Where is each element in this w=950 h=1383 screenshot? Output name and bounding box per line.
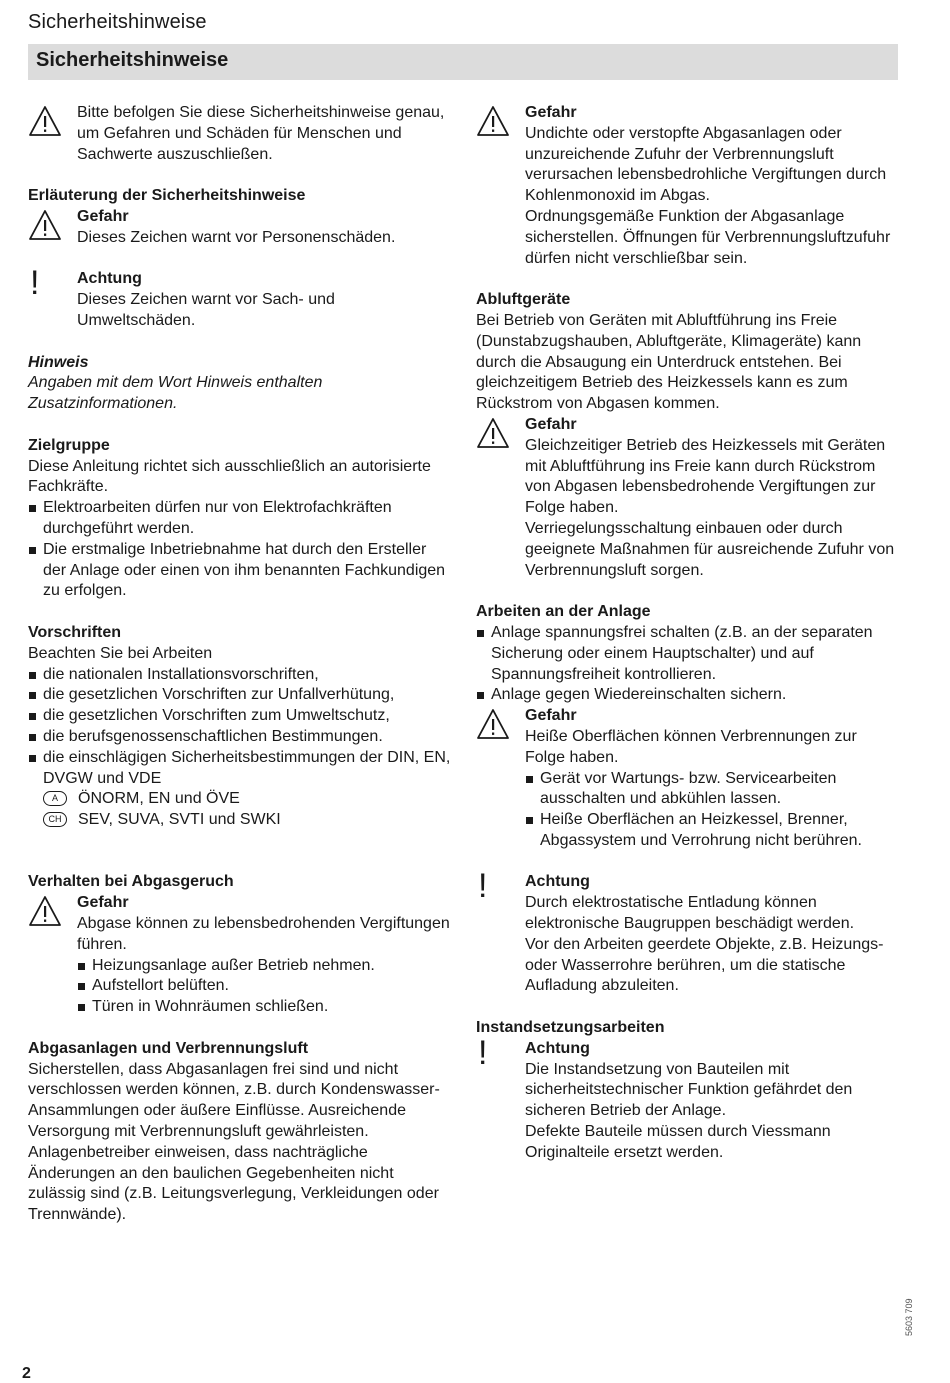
vorschriften-list	[28, 665, 453, 790]
heading-abluftgeraete: Abluftgeräte	[476, 291, 571, 309]
country-badge-a: A	[43, 791, 67, 806]
section-title: Sicherheitshinweise	[36, 49, 229, 71]
abgas-list	[77, 956, 453, 1018]
list-item: Heiße Oberflächen an Heizkessel, Brenner, Abgassystem und Verrohrung nicht berühren.	[525, 810, 901, 852]
g1-title: Gefahr	[525, 104, 577, 121]
country-switzerland	[28, 810, 453, 831]
list-item: Heizungsanlage außer Betrieb nehmen.	[77, 956, 453, 977]
hinweis-block	[28, 353, 453, 415]
warning-triangle-icon	[476, 708, 510, 740]
achtung-title: Achtung	[77, 270, 142, 288]
heading-instandsetzung: Instandsetzungsarbeiten	[476, 1019, 665, 1037]
warning-triangle-icon	[476, 417, 510, 449]
zielgruppe-text: Diese Anleitung richtet sich ausschließlich an autorisierte Fachkräfte.	[28, 457, 431, 496]
a2-text-1: Die Instandsetzung von Bauteilen mit sicherheitstechnischer Funktion gefährdet den sicheren Betrieb der Anlage.	[525, 1060, 853, 1120]
heading-arbeiten: Arbeiten an der Anlage	[476, 603, 651, 621]
warning-triangle-icon	[28, 895, 62, 927]
list-item: Aufstellort belüften.	[77, 976, 453, 997]
zielgruppe-list	[28, 498, 453, 602]
g2-text-1: Gleichzeitiger Betrieb des Heizkessels mit Geräten mit Abluftführung ins Freie kann durch Rückstrom von Abgasen lebensbedrohende Vergiftungen zur Folge haben.	[525, 436, 886, 517]
heading-vorschriften: Vorschriften	[28, 623, 122, 641]
abgas-gefahr-block	[28, 893, 453, 1018]
list-item: Anlage spannungsfrei schalten (z.B. an der separaten Sicherung oder einem Hauptschalter) und auf Spannungsfreiheit kontrollieren.	[476, 623, 901, 685]
a2-text-2: Defekte Bauteile müssen durch Viessmann Originalteile ersetzt werden.	[525, 1123, 831, 1161]
exclamation-icon: !	[478, 1033, 488, 1072]
a1-text-2: Vor den Arbeiten geerdete Objekte, z.B. Heizungs- oder Wasserrohre berühren, um die statische Aufladung abzuleiten.	[525, 935, 884, 995]
list-item: Anlage gegen Wiedereinschalten sichern.	[476, 685, 901, 706]
country-a-text: ÖNORM, EN und ÖVE	[78, 790, 240, 808]
list-item: die gesetzlichen Vorschriften zum Umweltschutz,	[28, 706, 453, 727]
warning-triangle-icon	[28, 105, 62, 137]
list-item: die einschlägigen Sicherheitsbestimmungen der DIN, EN, DVGW und VDE	[28, 748, 453, 790]
right-column	[476, 103, 901, 1184]
zielgruppe-section	[28, 457, 453, 603]
g3-title: Gefahr	[525, 707, 577, 725]
hinweis-text: Angaben mit dem Wort Hinweis enthalten Zusatzinformationen.	[28, 374, 323, 413]
g3-list	[525, 769, 901, 852]
g2-text-2: Verriegelungsschaltung einbauen oder durch geeignete Maßnahmen für ausreichende Zufuhr von Verbrennungsluft sorgen.	[525, 519, 895, 579]
list-item: die nationalen Installationsvorschriften,	[28, 665, 453, 686]
page-number: 2	[22, 1365, 31, 1382]
exclamation-icon: !	[30, 264, 40, 303]
heading-zielgruppe: Zielgruppe	[28, 436, 110, 454]
gefahr-abluft-block	[476, 415, 901, 581]
vorschriften-section	[28, 644, 453, 831]
abgas-gefahr-title: Gefahr	[77, 894, 129, 912]
a1-text-1: Durch elektrostatische Entladung können elektronische Baugruppen beschädigt werden.	[525, 894, 855, 933]
heading-abgasanlagen: Abgasanlagen und Verbrennungsluft	[28, 1039, 309, 1057]
achtung-esd-block	[476, 867, 901, 997]
gefahr-text: Dieses Zeichen warnt vor Personenschäden.	[77, 228, 396, 246]
g3-text: Heiße Oberflächen können Verbrennungen zur Folge haben.	[525, 727, 857, 766]
list-item: Gerät vor Wartungs- bzw. Servicearbeiten ausschalten und abkühlen lassen.	[525, 769, 901, 811]
list-item: Elektroarbeiten dürfen nur von Elektrofachkräften durchgeführt werden.	[28, 498, 453, 540]
intro-block	[28, 103, 453, 165]
abgasanlagen-text-1: Sicherstellen, dass Abgasanlagen frei sind und nicht verschlossen werden können, z.B. durch Kondenswasser-Ansammlungen oder äußere Einflüsse. Ausreichende Versorgung mit Verbrennungsluft gewährleisten.	[28, 1060, 440, 1141]
document-number: 5603 709	[904, 1298, 914, 1336]
list-item: Die erstmalige Inbetriebnahme hat durch den Ersteller der Anlage oder einen von ihm benannten Fachkundigen zu erfolgen.	[28, 540, 453, 602]
section-title-bar	[28, 44, 898, 80]
a1-title: Achtung	[525, 873, 590, 891]
warning-triangle-icon	[28, 209, 62, 241]
list-item: Türen in Wohnräumen schließen.	[77, 997, 453, 1018]
country-austria	[28, 789, 453, 810]
list-item: die gesetzlichen Vorschriften zur Unfallverhütung,	[28, 685, 453, 706]
left-column	[28, 103, 453, 1226]
running-title: Sicherheitshinweise	[28, 11, 207, 33]
abluftgeraete-text: Bei Betrieb von Geräten mit Abluftführung ins Freie (Dunstabzugshauben, Abluftgeräte, Klimageräte) kann durch die Absaugung ein Unterdruck entstehen. Bei gleichzeitigem Betrieb des Heizkessels kann es zum Rückstrom von Abgasen kommen.	[476, 311, 862, 413]
gefahr-explanation	[28, 207, 453, 249]
abgas-gefahr-text: Abgase können zu lebensbedrohenden Vergiftungen führen.	[77, 915, 450, 953]
exclamation-icon: !	[478, 867, 488, 906]
list-item: die berufsgenossenschaftlichen Bestimmungen.	[28, 727, 453, 748]
g1-text-1: Undichte oder verstopfte Abgasanlagen oder unzureichende Zufuhr der Verbrennungsluft verursachen lebensbedrohliche Vergiftungen durch Kohlenmonoxid im Abgas.	[525, 124, 887, 205]
gefahr-abgasanlage-block	[476, 103, 901, 269]
achtung-explanation	[28, 264, 453, 331]
hinweis-title: Hinweis	[28, 353, 89, 371]
heading-abgasgeruch: Verhalten bei Abgasgeruch	[28, 873, 234, 891]
gefahr-oberflaechen-block	[476, 706, 901, 852]
vorschriften-text: Beachten Sie bei Arbeiten	[28, 644, 213, 662]
heading-erlaeuterung: Erläuterung der Sicherheitshinweise	[28, 187, 306, 205]
g2-title: Gefahr	[525, 415, 577, 433]
g1-text-2: Ordnungsgemäße Funktion der Abgasanlage sicherstellen. Öffnungen für Verbrennungsluftzufuhr dürfen nicht verschließbar sein.	[525, 207, 891, 267]
a2-title: Achtung	[525, 1039, 590, 1057]
warning-triangle-icon	[476, 105, 510, 137]
achtung-text: Dieses Zeichen warnt vor Sach- und Umweltschäden.	[77, 291, 335, 329]
achtung-instandsetzung-block	[476, 1033, 901, 1164]
gefahr-title: Gefahr	[77, 207, 129, 225]
intro-text: Bitte befolgen Sie diese Sicherheitshinweise genau, um Gefahren und Schäden für Menschen und Sachwerte auszuschließen.	[77, 104, 445, 163]
country-ch-text: SEV, SUVA, SVTI und SWKI	[78, 811, 281, 829]
arbeiten-list	[476, 623, 901, 706]
country-badge-ch: CH	[43, 812, 67, 827]
abgasanlagen-text-2: Anlagenbetreiber einweisen, dass nachträgliche Änderungen an den baulichen Gegebenheiten nicht zulässig sind (z.B. Leitungsverlegung, Verkleidungen oder Trennwände).	[28, 1143, 439, 1224]
